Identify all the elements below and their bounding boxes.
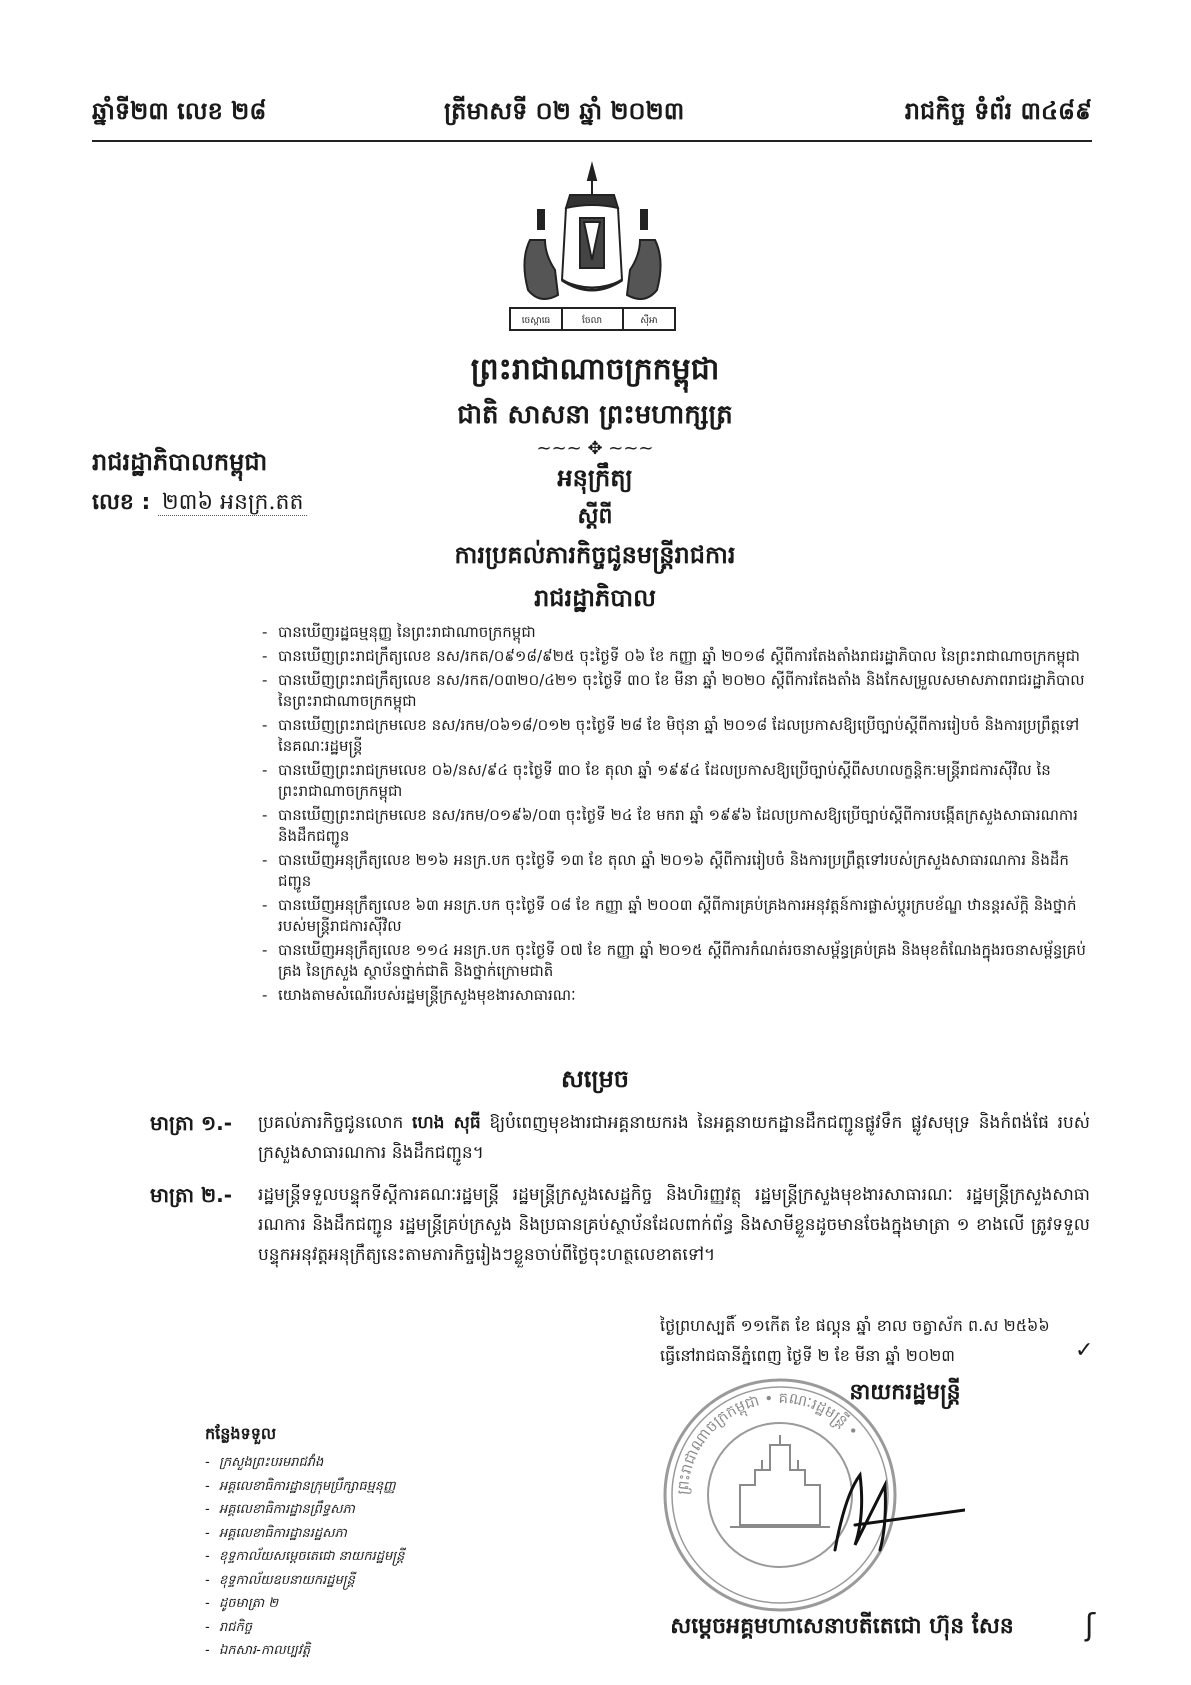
legal-references-list <box>258 622 1088 1009</box>
royal-coat-of-arms-icon <box>500 160 685 340</box>
signatory-title: នាយករដ្ឋមន្ត្រី <box>849 1380 961 1405</box>
document-type: អនុក្រឹត្យ <box>557 464 633 492</box>
document-number <box>92 488 307 520</box>
seal-outer-text: ព្រះរាជាណាចក្រកម្ពុជា • គណៈរដ្ឋមន្ត្រី • <box>673 1388 863 1496</box>
article-2 <box>150 1180 1090 1270</box>
check-mark-icon: ✓ <box>1075 1338 1094 1363</box>
royal-government-heading: រាជរដ្ឋាភិបាល <box>534 584 656 612</box>
article-1-text <box>258 1108 1090 1168</box>
emblem-ribbon-right: ស៊ីអា <box>640 316 658 326</box>
article-1-label: មាត្រា ១.- <box>150 1111 233 1135</box>
recipients-title: កន្លែងទទួល <box>205 1424 277 1443</box>
recipients-block <box>205 1423 485 1663</box>
recipient-item: - ដូចមាត្រា ២ <box>205 1592 485 1616</box>
initials-mark-icon: ʃ <box>1085 1608 1096 1643</box>
legal-reference-item: - បានឃើញព្រះរាជក្រឹត្យលេខ នស/រកត/០៣២០/៤២១ ចុះថ្ងៃទី ៣០ ខែ មីនា ឆ្នាំ ២០២០ ស្តីពីការតែងតាំង និងកែសម្រួលសមាសភាពរាជរដ្ឋាភិបាល នៃព្រះរាជាណាចក្រកម្ពុជា <box>258 670 1088 712</box>
legal-reference-item: - បានឃើញរដ្ឋធម្មនុញ្ញ នៃព្រះរាជាណាចក្រកម្ពុជា <box>258 622 1088 643</box>
lunar-date: ថ្ងៃព្រហស្បតិ៍ ១១កើត ខែ ផល្គុន ឆ្នាំ ខាល ចត្វាស័ក ព.ស ២៥៦៦ <box>660 1316 1050 1335</box>
recipient-item: - រាជកិច្ច <box>205 1616 485 1640</box>
recipients-list <box>205 1451 485 1663</box>
article-2-label: មាត្រា ២.- <box>150 1183 233 1207</box>
appointee-name: ហេង សុធី <box>412 1113 481 1133</box>
legal-reference-item: - យោងតាមសំណើរបស់រដ្ឋមន្ត្រីក្រសួងមុខងារសាធារណៈ <box>258 985 1088 1006</box>
handwritten-signature-icon <box>815 1455 965 1565</box>
legal-reference-item: - បានឃើញព្រះរាជក្រមលេខ ០៦/នស/៩៤ ចុះថ្ងៃទី ៣០ ខែ តុលា ឆ្នាំ ១៩៩៤ ដែលប្រកាសឱ្យប្រើច្បាប់ស្តីពីសហលក្ខន្តិកៈមន្ត្រីរាជការស៊ីវិល នៃព្រះរាជាណាចក្រកម្ពុជា <box>258 760 1088 802</box>
document-subject: ការប្រគល់ភារកិច្ចជូនមន្ត្រីរាជការ <box>454 541 736 569</box>
legal-reference-item: - បានឃើញព្រះរាជក្រមលេខ នស/រកម/០៦១៨/០១២ ចុះថ្ងៃទី ២៨ ខែ មិថុនា ឆ្នាំ ២០១៨ ដែលប្រកាសឱ្យប្រើច្បាប់ស្តីពីការរៀបចំ និងការប្រព្រឹត្តទៅ នៃគណៈរដ្ឋមន្ត្រី <box>258 715 1088 757</box>
article-1 <box>150 1108 1090 1168</box>
recipient-item: - អគ្គលេខាធិការដ្ឋានព្រឹទ្ធសភា <box>205 1498 485 1522</box>
ornament-divider: ~~~ ✥ ~~~ <box>536 438 654 459</box>
decides-heading: សម្រេច <box>560 1065 630 1093</box>
kingdom-name: ព្រះរាជាណាចក្រកម្ពុជា <box>470 352 720 387</box>
legal-reference-item: - បានឃើញអនុក្រឹត្យលេខ ១១៤ អនក្រ.បក ចុះថ្ងៃទី ០៧ ខែ កញ្ញា ឆ្នាំ ២០១៥ ស្តីពីការកំណត់រចនាសម្ព័ន្ធគ្រប់គ្រង និងមុខតំណែងក្នុងរចនាសម្ព័ន្ធគ្រប់គ្រង នៃក្រសួង ស្ថាប័នថ្នាក់ជាតិ និងថ្នាក់ក្រោមជាតិ <box>258 940 1088 982</box>
legal-reference-item: - បានឃើញអនុក្រឹត្យលេខ ៦៣ អនក្រ.បក ចុះថ្ងៃទី ០៨ ខែ កញ្ញា ឆ្នាំ ២០០៣ ស្តីពីការគ្រប់គ្រងការអនុវត្តន៍ការផ្លាស់ប្តូរក្របខ័ណ្ឌ ឋានន្តរស័ក្តិ និងថ្នាក់របស់មន្ត្រីរាជការស៊ីវិល <box>258 895 1088 937</box>
gazette-quarter: ត្រីមាសទី ០២ ឆ្នាំ ២០២៣ <box>444 97 685 125</box>
recipient-item: - អគ្គលេខាធិការដ្ឋានរដ្ឋសភា <box>205 1522 485 1546</box>
document-number-value: ២៣៦ អនក្រ.តត <box>158 490 307 516</box>
signatory-name: សម្តេចអគ្គមហាសេនាបតីតេជោ ហ៊ុន សែន <box>670 1614 1014 1639</box>
legal-reference-item: - បានឃើញព្រះរាជក្រឹត្យលេខ នស/រកត/០៩១៨/៩២៥ ចុះថ្ងៃទី ០៦ ខែ កញ្ញា ឆ្នាំ ២០១៨ ស្តីពីការតែងតាំងរាជរដ្ឋាភិបាល នៃព្រះរាជាណាចក្រកម្ពុជា <box>258 646 1088 667</box>
concerning-label: ស្តីពី <box>577 504 613 529</box>
solar-date: ធ្វើនៅរាជធានីភ្នំពេញ ថ្ងៃទី ២ ខែ មីនា ឆ្នាំ ២០២៣ <box>660 1346 955 1365</box>
recipient-item: - ខុទ្ទកាល័យសម្តេចតេជោ នាយករដ្ឋមន្ត្រី <box>205 1545 485 1569</box>
gazette-page-number: រាជកិច្ច ទំព័រ ៣៤៨៩ <box>904 97 1092 125</box>
article-1-text-after: ឱ្យបំពេញមុខងារជាអគ្គនាយករង នៃអគ្គនាយកដ្ឋានដឹកជញ្ជូនផ្លូវទឹក ផ្លូវសមុទ្រ និងកំពង់ផែ របស់ក្រសួងសាធារណការ និងដឹកជញ្ជូន។ <box>258 1113 1090 1163</box>
header-divider <box>92 140 1092 142</box>
recipient-item: - អគ្គលេខាធិការដ្ឋានក្រុមប្រឹក្សាធម្មនុញ្ញ <box>205 1475 485 1499</box>
recipient-item: - ក្រសួងព្រះបរមរាជវាំង <box>205 1451 485 1475</box>
legal-reference-item: - បានឃើញព្រះរាជក្រមលេខ នស/រកម/០១៩៦/០៣ ចុះថ្ងៃទី ២៤ ខែ មករា ឆ្នាំ ១៩៩៦ ដែលប្រកាសឱ្យប្រើច្បាប់ស្តីពីការបង្កើតក្រសួងសាធារណការ និងដឹកជញ្ជូន <box>258 805 1088 847</box>
legal-reference-item: - បានឃើញអនុក្រឹត្យលេខ ២១៦ អនក្រ.បក ចុះថ្ងៃទី ១៣ ខែ តុលា ឆ្នាំ ២០១៦ ស្តីពីការរៀបចំ និងការប្រព្រឹត្តទៅរបស់ក្រសួងសាធារណការ និងដឹកជញ្ជូន <box>258 850 1088 892</box>
article-1-text-before: ប្រគល់ភារកិច្ចជូនលោក <box>258 1113 413 1133</box>
gazette-header <box>92 96 1092 136</box>
issuing-government: រាជរដ្ឋាភិបាលកម្ពុជា <box>92 448 268 476</box>
document-number-label: លេខ : <box>92 490 151 515</box>
recipient-item: - ឯកសារ-កាលប្បវត្តិ <box>205 1639 485 1663</box>
national-motto: ជាតិ សាសនា ព្រះមហាក្សត្រ <box>457 400 733 430</box>
emblem-ribbon-left: ចេស្តាធេ <box>521 316 551 326</box>
emblem-ribbon-center: ចែលា <box>582 316 602 326</box>
article-2-text: រដ្ឋមន្ត្រីទទួលបន្ទុកទីស្តីការគណៈរដ្ឋមន្ត្រី រដ្ឋមន្ត្រីក្រសួងសេដ្ឋកិច្ច និងហិរញ្ញវត្ថុ រដ្ឋមន្ត្រីក្រសួងមុខងារសាធារណៈ រដ្ឋមន្ត្រីក្រសួងសាធារណការ និងដឹកជញ្ជូន រដ្ឋមន្ត្រីគ្រប់ក្រសួង និងប្រធានគ្រប់ស្ថាប័នដែលពាក់ព័ន្ធ និងសាមីខ្លួនដូចមានចែងក្នុងមាត្រា ១ ខាងលើ ត្រូវទទួលបន្ទុកអនុវត្តអនុក្រឹត្យនេះតាមភារកិច្ចរៀងៗខ្លួនចាប់ពីថ្ងៃចុះហត្ថលេខាតទៅ។ <box>258 1185 1090 1265</box>
gazette-year-issue: ឆ្នាំទី២៣ លេខ ២៨ <box>92 97 267 125</box>
recipient-item: - ខុទ្ទកាល័យឧបនាយករដ្ឋមន្ត្រី <box>205 1569 485 1593</box>
